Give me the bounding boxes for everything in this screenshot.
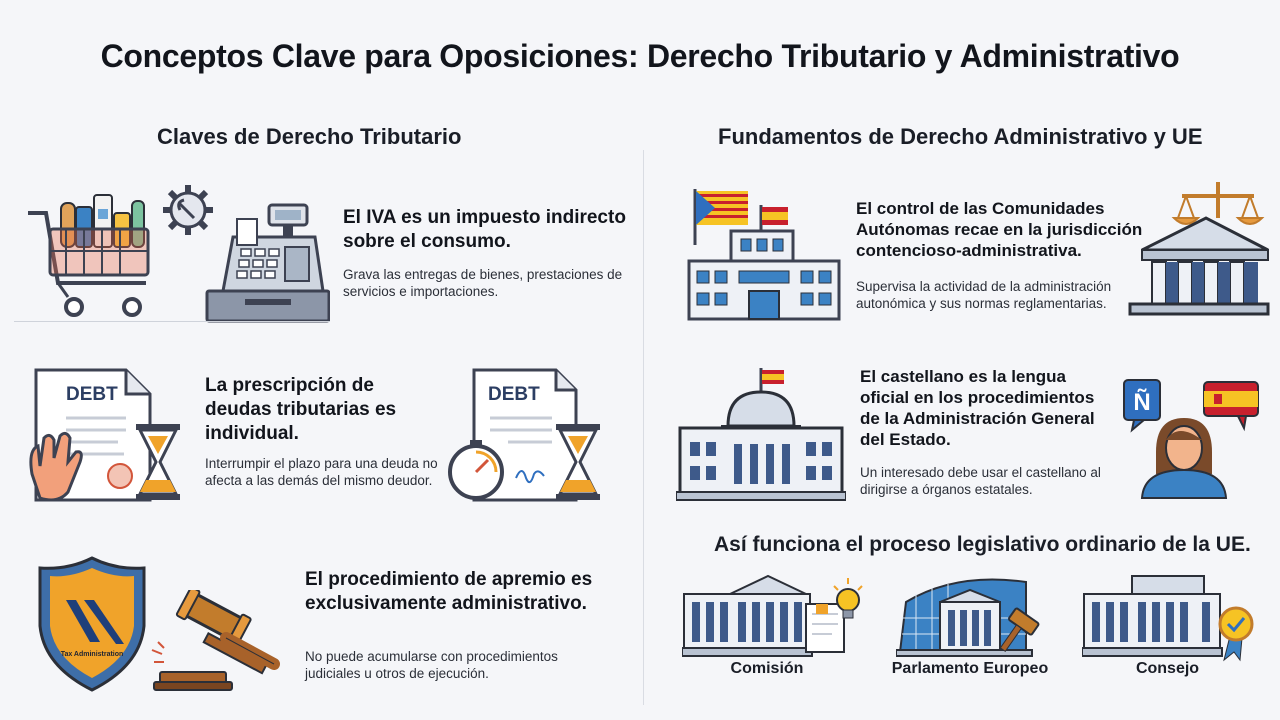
page-title: Conceptos Clave para Oposiciones: Derecho Tributario y Administrativo [100,38,1180,74]
debt-label-2: DEBT [488,384,540,405]
right-section-heading: Fundamentos de Derecho Administrativo y UE [718,124,1203,149]
shopping-cart-icon [28,185,158,320]
ground-line [14,321,330,322]
eu-process-heading: Así funciona el proceso legislativo ordinario de la UE. [714,533,1251,556]
bubble-letter: Ñ [1133,389,1151,416]
person-speaking-spanish-icon [1120,378,1270,500]
item-comunidades-heading: El control de las Comunidades Autónomas recae en la jurisdicción contencioso-administrativa. [856,199,1143,260]
shield-text: Tax Administration [60,651,124,658]
court-scales-icon [1120,178,1270,323]
left-section-heading: Claves de Derecho Tributario [157,124,462,149]
item-castellano-heading: El castellano es la lengua oficial en los procedimientos de la Administración General del Estado. [860,367,1095,449]
parliament-building-icon [896,572,1052,658]
regional-building-flags-icon [685,185,845,325]
item-comunidades-body: Supervisa la actividad de la administración autonómica y sus normas reglamentarias. [856,279,1112,311]
state-capitol-building-icon [676,366,846,502]
eu-step-consejo: Consejo [1135,660,1200,677]
item-apremio-heading: El procedimiento de apremio es exclusivamente administrativo. [305,569,593,614]
cash-register-icon [205,203,330,323]
gavel-icon [150,590,282,694]
item-castellano-body: Un interesado debe usar el castellano al dirigirse a órganos estatales. [860,465,1101,497]
column-divider [643,150,644,705]
tax-administration-shield-icon [36,556,148,692]
timer-document-icon [448,368,608,508]
consejo-building-icon [1082,572,1254,662]
comision-building-icon [682,572,868,658]
eu-step-parlamento: Parlamento Europeo [891,660,1049,677]
item-prescripcion-body: Interrumpir el plazo para una deuda no afecta a las demás del mismo deudor. [205,456,438,488]
item-prescripcion-heading: La prescripción de deudas tributarias es individual. [205,375,397,444]
debt-label: DEBT [66,384,118,405]
eu-step-comision: Comisión [730,660,804,677]
debt-document-icon [28,368,188,508]
item-iva-body: Grava las entregas de bienes, prestaciones de servicios e importaciones. [343,267,623,299]
item-apremio-body: No puede acumularse con procedimientos judiciales u otros de ejecución. [305,649,558,681]
item-iva-heading: El IVA es un impuesto indirecto sobre el consumo. [343,207,626,252]
